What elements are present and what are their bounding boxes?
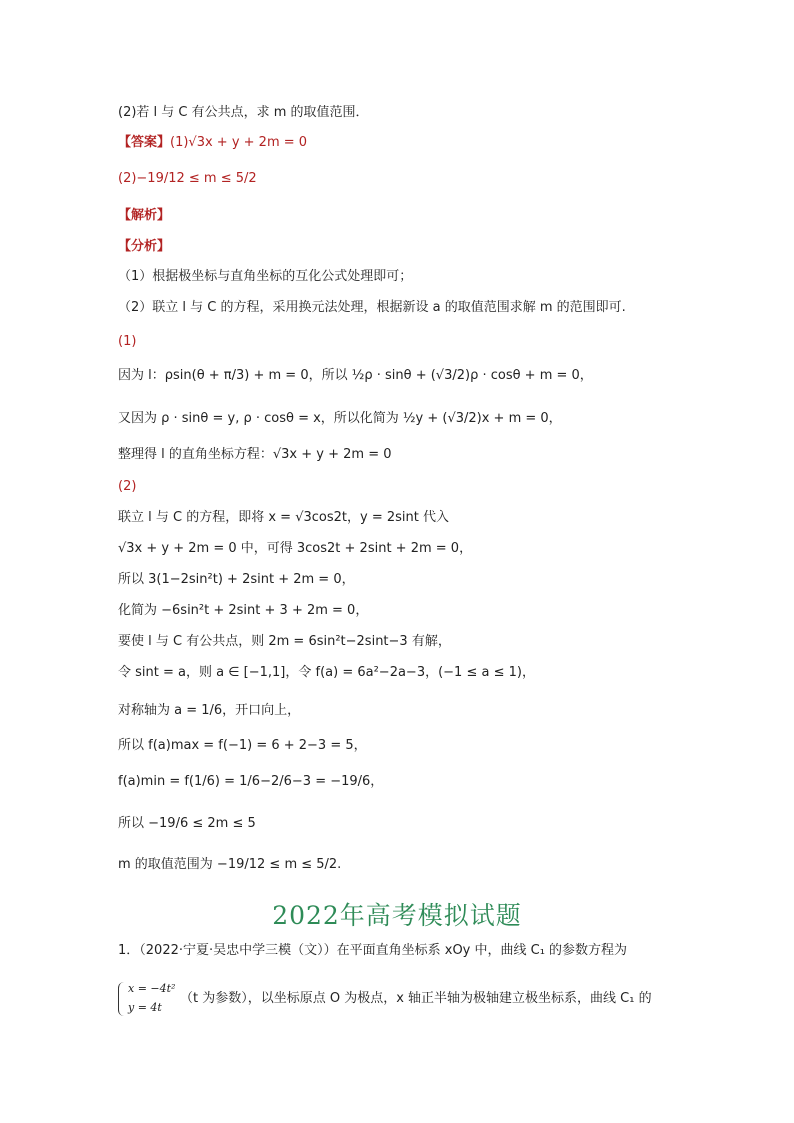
breakdown-label: 【分析】	[118, 239, 171, 254]
solution-step: 又因为 ρ · sinθ = y, ρ · cosθ = x，所以化简为 ½y + (√3/2)x + m = 0，	[118, 411, 562, 426]
section-title: 2022年高考模拟试题	[272, 901, 522, 930]
solution-step: 因为 l：ρsin(θ + π/3) + m = 0，所以 ½ρ · sinθ + (√3/2)ρ · cosθ + m = 0，	[118, 368, 593, 383]
solution-step: 联立 l 与 C 的方程，即将 x = √3cos2t，y = 2sint 代入	[118, 510, 449, 525]
solution-step: 所以 −19/6 ≤ 2m ≤ 5	[118, 816, 256, 831]
system-equation-2: y = 4t	[128, 1001, 162, 1014]
answer-label: 【答案】	[118, 135, 171, 150]
breakdown-step-1: （1）根据极坐标与直角坐标的互化公式处理即可；	[118, 269, 413, 284]
answer-1: (1)√3x + y + 2m = 0	[170, 135, 308, 150]
analysis-label: 【解析】	[118, 208, 171, 223]
part-1-label: (1)	[118, 334, 137, 349]
solution-step: √3x + y + 2m = 0 中，可得 3cos2t + 2sint + 2m = 0，	[118, 541, 473, 556]
part-2-label: (2)	[118, 479, 137, 494]
answer-2: (2)−19/12 ≤ m ≤ 5/2	[118, 171, 257, 186]
solution-step: f(a)min = f(1/6) = 1/6−2/6−3 = −19/6，	[118, 774, 384, 789]
solution-step: 所以 3(1−2sin²t) + 2sint + 2m = 0，	[118, 572, 355, 587]
solution-step: 要使 l 与 C 有公共点，则 2m = 6sin²t−2sint−3 有解，	[118, 634, 451, 649]
problem-1-intro: 1．（2022·宁夏·吴忠中学三模（文））在平面直角坐标系 xOy 中，曲线 C₁ 的参数方程为	[118, 943, 628, 958]
solution-step: 令 sint = a，则 a ∈ [−1,1]，令 f(a) = 6a²−2a−3，(−1 ≤ a ≤ 1)，	[118, 665, 535, 680]
question-part-2: (2)若 l 与 C 有公共点，求 m 的取值范围．	[118, 105, 369, 120]
problem-1-continuation: （t 为参数），以坐标原点 O 为极点，x 轴正半轴为极轴建立极坐标系，曲线 C₁ 的	[180, 991, 652, 1006]
answer-row	[118, 134, 307, 152]
solution-step: 化简为 −6sin²t + 2sint + 3 + 2m = 0，	[118, 603, 369, 618]
solution-step: 整理得 l 的直角坐标方程：√3x + y + 2m = 0	[118, 447, 392, 462]
solution-step: 所以 f(a)max = f(−1) = 6 + 2−3 = 5，	[118, 738, 367, 753]
solution-step: 对称轴为 a = 1/6，开口向上，	[118, 703, 301, 718]
breakdown-step-2: （2）联立 l 与 C 的方程，采用换元法处理，根据新设 a 的取值范围求解 m 的范围即可.	[118, 300, 626, 315]
system-brace	[118, 982, 127, 1016]
solution-conclusion: m 的取值范围为 −19/12 ≤ m ≤ 5/2.	[118, 857, 342, 872]
system-equation-1: x = −4t²	[128, 982, 176, 995]
